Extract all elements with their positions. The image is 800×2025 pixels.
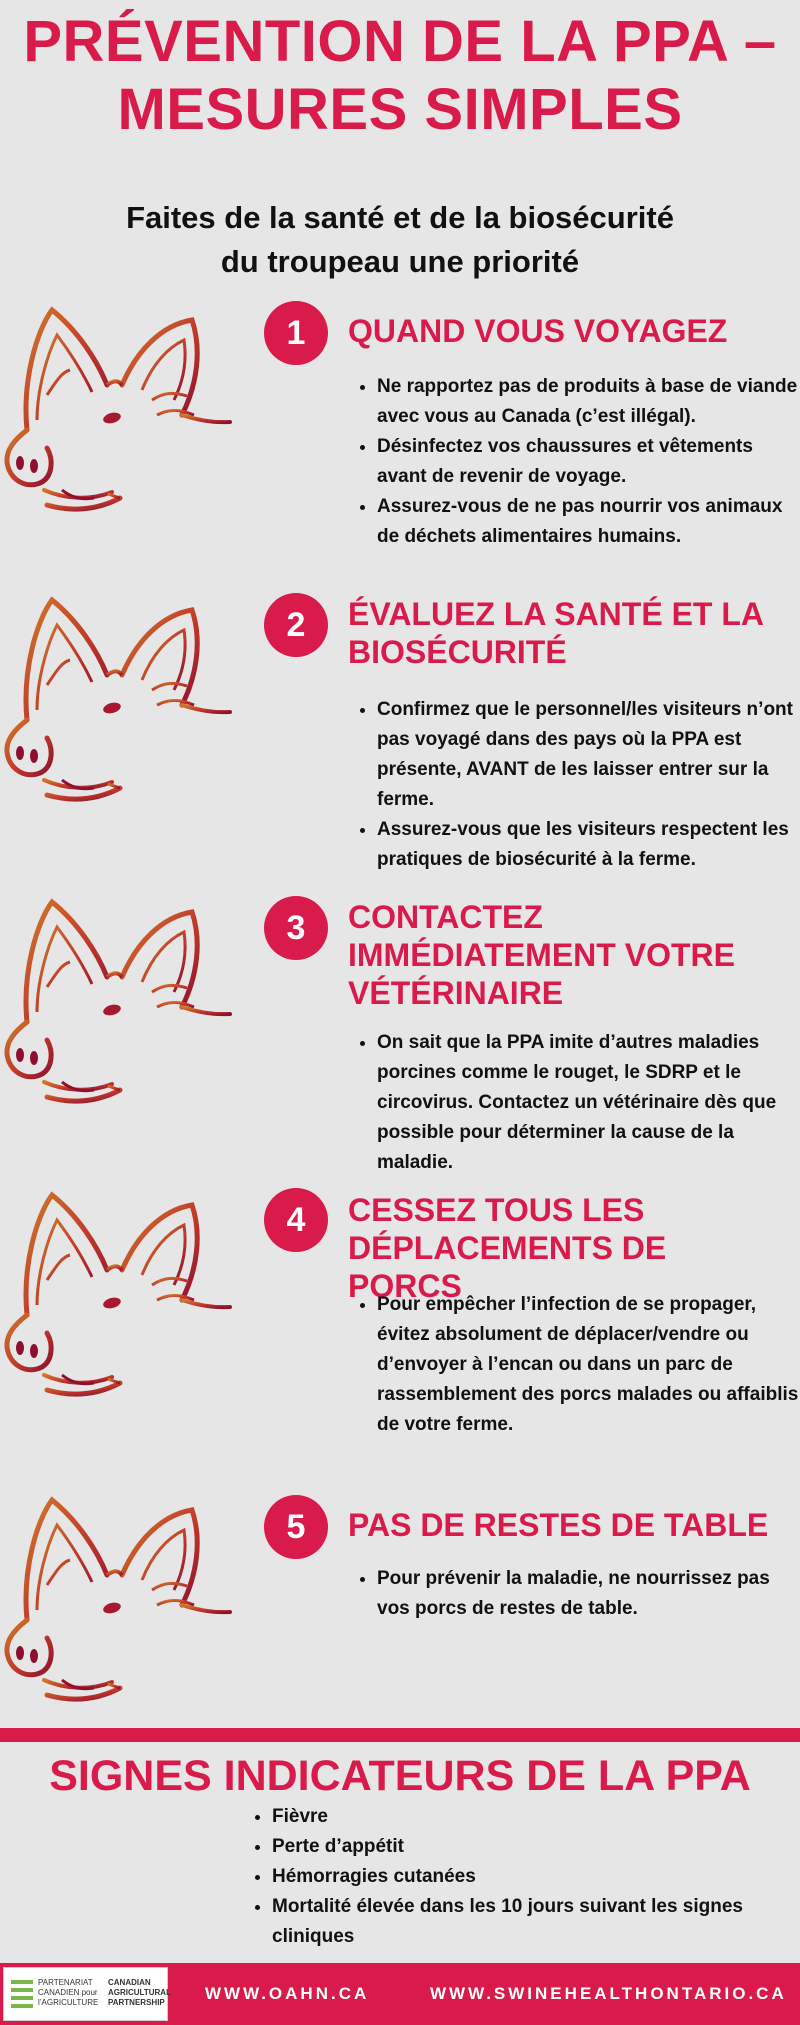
oahn-link[interactable]: WWW.OAHN.CA	[205, 1984, 370, 2003]
swine-health-ontario-link[interactable]: WWW.SWINEHEALTHONTARIO.CA	[430, 1984, 787, 2003]
logo-text-fr	[38, 1978, 98, 2008]
list-item: • Assurez-vous de ne pas nourrir vos animaux de déchets alimentaires humains.	[377, 492, 800, 552]
section-bullets	[355, 1290, 800, 1440]
logo-en-line: PARTNERSHIP	[108, 1998, 165, 2007]
page-title-line-2: MESURES SIMPLES	[117, 77, 683, 142]
pig-head-icon	[2, 590, 238, 810]
section-title: PAS DE RESTES DE TABLE	[348, 1507, 769, 1543]
signs-list	[250, 1802, 752, 1952]
section-title: CESSEZ TOUS LES DÉPLACEMENTS DE PORCS	[348, 1192, 667, 1304]
step-number-badge: 5	[264, 1495, 328, 1559]
list-item: • Hémorragies cutanées	[272, 1862, 752, 1892]
list-item: • Fièvre	[272, 1802, 752, 1832]
logo-fr-line: PARTENARIAT	[38, 1978, 93, 1987]
logo-text-en	[108, 1978, 171, 2008]
step-number-badge: 1	[264, 301, 328, 365]
partnership-logo	[3, 1967, 171, 2021]
signs-title: SIGNES INDICATEURS DE LA PPA	[49, 1752, 751, 1800]
section-divider	[0, 1728, 800, 1742]
step-number-badge: 3	[264, 896, 328, 960]
step-number-badge: 4	[264, 1188, 328, 1252]
logo-stripes-icon	[11, 1980, 33, 2008]
list-item: • Pour empêcher l’infection de se propager, évitez absolument de déplacer/vendre ou d’envoyer à l’encan ou dans un parc de rassemblement des porcs malades ou affaiblis de votre ferme.	[377, 1290, 800, 1440]
subtitle-line-2: du troupeau une priorité	[220, 244, 580, 279]
subtitle-line-1: Faites de la santé et de la biosécurité	[126, 200, 674, 235]
pig-head-icon	[2, 300, 238, 520]
list-item: • Assurez-vous que les visiteurs respectent les pratiques de biosécurité à la ferme.	[377, 815, 800, 875]
list-item: • Perte d’appétit	[272, 1832, 752, 1862]
section-bullets	[355, 1564, 800, 1624]
step-number-badge: 2	[264, 593, 328, 657]
page-title	[0, 8, 800, 144]
list-item: • Pour prévenir la maladie, ne nourrissez pas vos porcs de restes de table.	[377, 1564, 800, 1624]
section-bullets	[355, 372, 800, 552]
list-item: • Confirmez que le personnel/les visiteurs n’ont pas voyagé dans des pays où la PPA est présente, AVANT de les laisser entrer sur la ferme.	[377, 695, 800, 815]
section-bullets	[355, 1028, 800, 1178]
list-item: • Ne rapportez pas de produits à base de viande avec vous au Canada (c’est illégal).	[377, 372, 800, 432]
section-title: ÉVALUEZ LA SANTÉ ET LA BIOSÉCURITÉ	[348, 596, 763, 670]
page-title-line-1: PRÉVENTION DE LA PPA –	[23, 9, 777, 74]
list-item: • Désinfectez vos chaussures et vêtements avant de revenir de voyage.	[377, 432, 800, 492]
section-bullets	[355, 695, 800, 875]
pig-head-icon	[2, 1185, 238, 1405]
list-item: • On sait que la PPA imite d’autres maladies porcines comme le rouget, le SDRP et le circovirus. Contactez un vétérinaire dès que possible pour déterminer la cause de la maladie.	[377, 1028, 800, 1178]
logo-en-line: AGRICULTURAL	[108, 1988, 171, 1997]
pig-head-icon	[2, 892, 238, 1112]
list-item: • Mortalité élevée dans les 10 jours suivant les signes cliniques	[272, 1892, 752, 1952]
logo-fr-line: l’AGRICULTURE	[38, 1998, 99, 2007]
pig-head-icon	[2, 1490, 238, 1710]
section-title: QUAND VOUS VOYAGEZ	[348, 313, 728, 349]
page-subtitle	[0, 196, 800, 284]
section-title: CONTACTEZ IMMÉDIATEMENT VOTRE VÉTÉRINAIRE	[348, 899, 735, 1011]
footer-bar	[0, 1963, 800, 2025]
logo-en-line: CANADIAN	[108, 1978, 151, 1987]
logo-fr-line: CANADIEN pour	[38, 1988, 98, 1997]
